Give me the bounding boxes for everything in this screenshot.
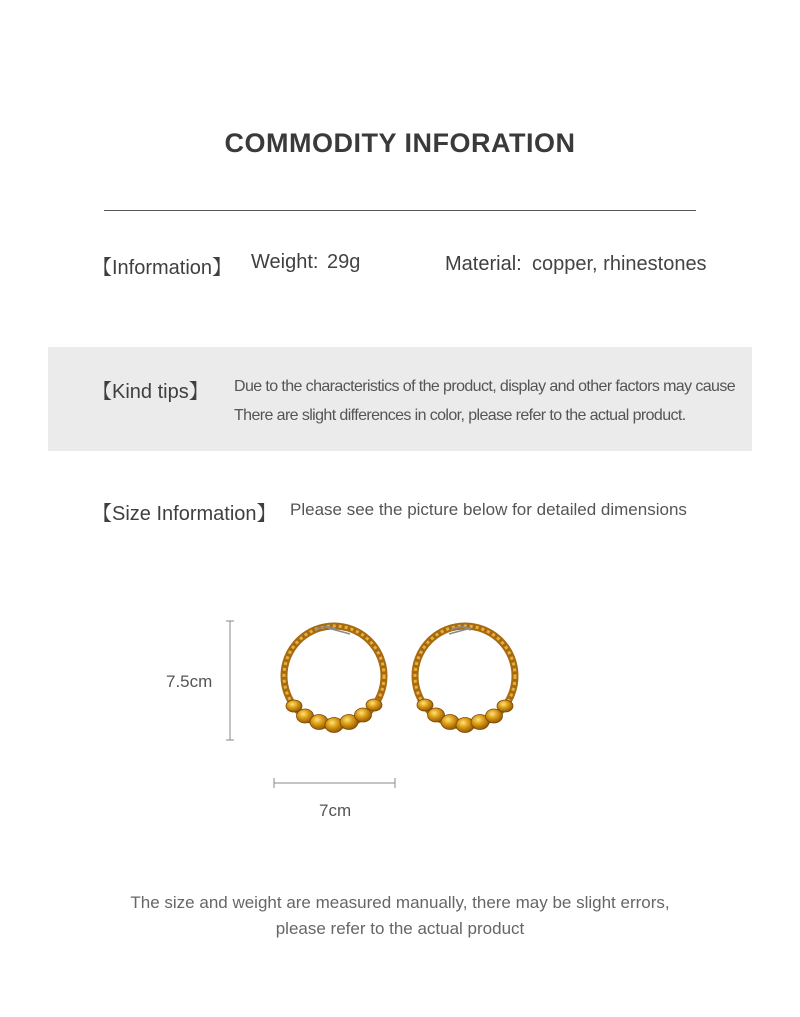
earring-right <box>415 626 515 733</box>
width-dimension: 7cm <box>319 801 352 820</box>
footer-note-line-2: please refer to the actual product <box>275 919 525 938</box>
kind-tips-label: 【Kind tips】 <box>92 381 209 403</box>
height-dimension: 7.5cm <box>166 672 213 691</box>
footer-note-line-1: The size and weight are measured manually, there may be slight errors, <box>130 893 670 912</box>
earring-left <box>284 626 384 733</box>
weight-label: Weight: <box>251 251 319 273</box>
weight-value: 29g <box>327 251 361 273</box>
material-value: copper, rhinestones <box>532 253 707 275</box>
kind-tips-line-1: Due to the characteristics of the product, display and other factors may cause <box>234 378 736 395</box>
earrings-image <box>270 618 530 743</box>
information-label: 【Information】 <box>92 257 233 279</box>
size-information-text: Please see the picture below for detailed dimensions <box>290 500 687 519</box>
kind-tips-line-2: There are slight differences in color, please refer to the actual product. <box>234 407 686 424</box>
material-label: Material: <box>445 253 522 275</box>
page-title: COMMODITY INFORATION <box>224 128 576 158</box>
size-information-label: 【Size Information】 <box>92 503 277 525</box>
